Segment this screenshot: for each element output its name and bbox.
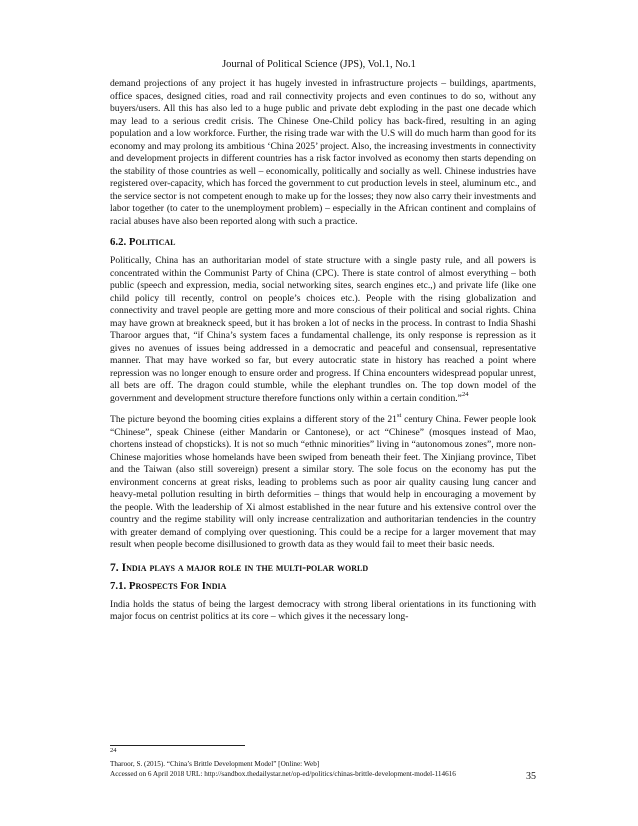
section-heading-6-2 [110,236,536,249]
paragraph-picture [110,414,536,552]
footnote-marker: 24 [110,747,117,755]
footnote [110,749,536,779]
page-number: 35 [526,771,536,782]
ordinal-suffix: st [396,412,402,420]
footnote-reference[interactable]: 24 [461,390,469,398]
paragraph-political [110,255,536,405]
running-header: Journal of Political Science (JPS), Vol.1, No.1 [222,59,416,70]
footnote-url-line[interactable]: Accessed on 6 April 2018 URL: http://sandbox.thedailystar.net/op-ed/politics/chinas-brittle-development-model-114616 [110,770,456,778]
section-title: India plays a major role in the multi-polar world [121,560,369,574]
section-number: 7.1. [110,579,127,592]
paragraph-text: The picture beyond the booming cities explains a different story of the 21 [110,414,397,425]
paragraph-text: century China. Fewer people look “Chinese”, speak Chinese (either Mandarin or Cantonese), or act “Chinese” (mosques instead of Mao, chortens instead of chopsticks). It is not so much “ethnic minorities” living in “autonomous zones”, more non-Chinese majorities whose homelands have been swiped from beneath their feet. The Xinjiang province, Tibet and the Taiwan (also still sovereign) present a similar story. The sole focus on the economy has put the environment concerns at great risks, leading to problems such as poor air quality causing lung cancer and heavy-metal pollution resulting in birth deformities – things that would help in encouraging a movement by the people. With the leadership of Xi almost established in the near future and his extensive control over the country and the regime stability will only increase centralization and authoritarian tendencies in the country with greater demand of complying over questioning. This could be a recipe for a larger movement that may result when people become disillusioned to growth data as they would fail to meet their basic needs. [110,414,536,550]
section-number: 6.2. [110,236,127,248]
section-heading-7 [110,561,536,574]
footnote-citation: Tharoor, S. (2015). “China’s Brittle Development Model” [Online: Web] [110,760,320,768]
section-heading-7-1 [110,580,536,593]
main-text [110,78,536,633]
paragraph-continued: demand projections of any project it has hugely invested in infrastructure projects – buildings, apartments, office spaces, designed cities, road and rail connectivity projects and even continues to do so, without any buyers/users. All this has also led to a huge public and private debt exploding in the past one decade which may lead to a serious credit crisis. The Chinese One-Child policy has back-fired, resulting in an aging population and a low workforce. Further, the rising trade war with the U.S will do much harm than good for its economy and may prolong its ambitious ‘China 2025’ project. Also, the increasing investments in connectivity and development projects in different countries has a risk factor involved as economy then starts depending on the stability of those countries as well – economically, politically and socially as well. Chinese industries have registered over-capacity, which has forced the government to cut production levels in steel, aluminum etc., and the service sector is not competent enough to make up for the losses; they now also carry their investments and labor together (to cater to the unemployment problem) – especially in the African continent and complains of racial abuses have also been reported along with such a practice. [110,78,537,227]
paragraph-text: Politically, China has an authoritarian model of state structure with a single pasty rule, and all powers is concentrated within the Communist Party of China (CPC). There is state control of almost everything – both public (speech and expression, media, social networking sites, search engines etc.,) and private life (like one child policy till recently, control on people’s choices etc.). People with the rising globalization and connectivity and travel people are getting more and more conscious of their political and social rights. China may have grown at breakneck speed, but it has broken a lot of necks in the process. In contrast to India Shashi Tharoor argues that, “if China’s system faces a fundamental challenge, its only response is repression as it gives no avenues of issues being addressed in a democratic and peaceful and consensual, representative manner. That may have worked so far, but every autocratic state in history has reached a point where repression was no longer enough to ensure order and progress. If China encounters widespread popular unrest, all bets are off. The dragon could stumble, while the elephant trundles on. The top down model of the government and development structure therefore functions only within a certain condition.” [110,255,536,404]
section-title: Political [128,236,176,248]
footnote-line [110,749,536,769]
section-title: Prospects For India [128,579,227,592]
paragraph-india: India holds the status of being the largest democracy with strong liberal orientations in its functioning with major focus on centrist politics at its core – which gives it the necessary long- [110,598,536,622]
section-number: 7. [110,560,119,574]
footnote-divider [110,745,245,746]
